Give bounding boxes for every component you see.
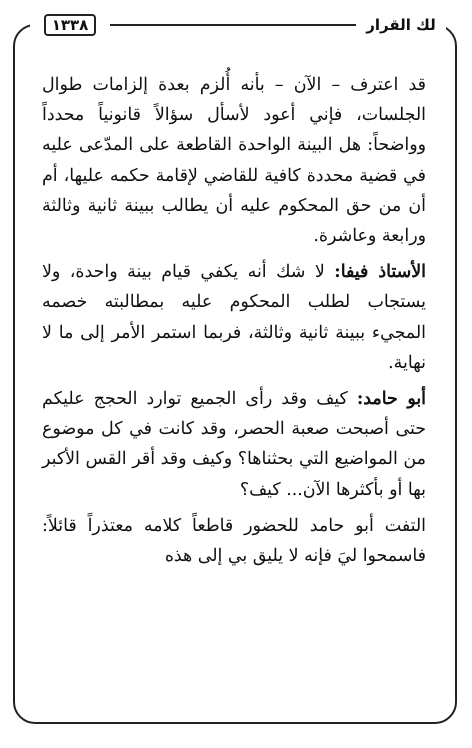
paragraph-1 [42, 70, 426, 251]
paragraph-text: قد اعترف – الآن – بأنه أُلزم بعدة إلزامات طوال الجلسات، فإني أعود لأسأل سؤالاً قانونياً محدداً وواضحاً: هل البينة الواحدة القاطعة على المدّعى عليه في قضية محددة كافية للقاضي لإقامة حكمه عليها، أم أن من حق المحكوم عليه أن يطالب ببينة ثانية وثالثة ورابعة وعاشرة. [42, 75, 426, 247]
paragraph-3 [42, 384, 426, 505]
running-title: لك القرار [356, 14, 446, 36]
page-number-container [30, 14, 110, 36]
paragraph-text: التفت أبو حامد للحضور قاطعاً كلامه معتذراً قائلاً: فاسمحوا ليَ فإنه لا يليق بي إلى هذه [42, 515, 426, 567]
paragraph-text: كيف وقد رأى الجميع توارد الحجج عليكم حتى أصبحت صعبة الحصر، وقد كانت في كل موضوع من المواضيع التي بحثناها؟ وكيف وقد أقر القس الأكبر بها أو بأكثرها الآن... كيف؟ [42, 389, 426, 500]
paragraph-text: لا شك أنه يكفي قيام بينة واحدة، ولا يستجاب لطلب المحكوم عليه بمطالبته خصمه المجيء ببينة ثانية وثالثة، فربما استمر الأمر إلى ما لا نهاية. [42, 262, 426, 373]
paragraph-4 [42, 511, 426, 571]
speaker-name: أبو حامد: [356, 389, 426, 410]
page-number: ١٣٣٨ [44, 14, 97, 36]
page-body [42, 70, 426, 571]
speaker-name: الأستاذ فيفا: [334, 262, 426, 283]
paragraph-2 [42, 257, 426, 378]
